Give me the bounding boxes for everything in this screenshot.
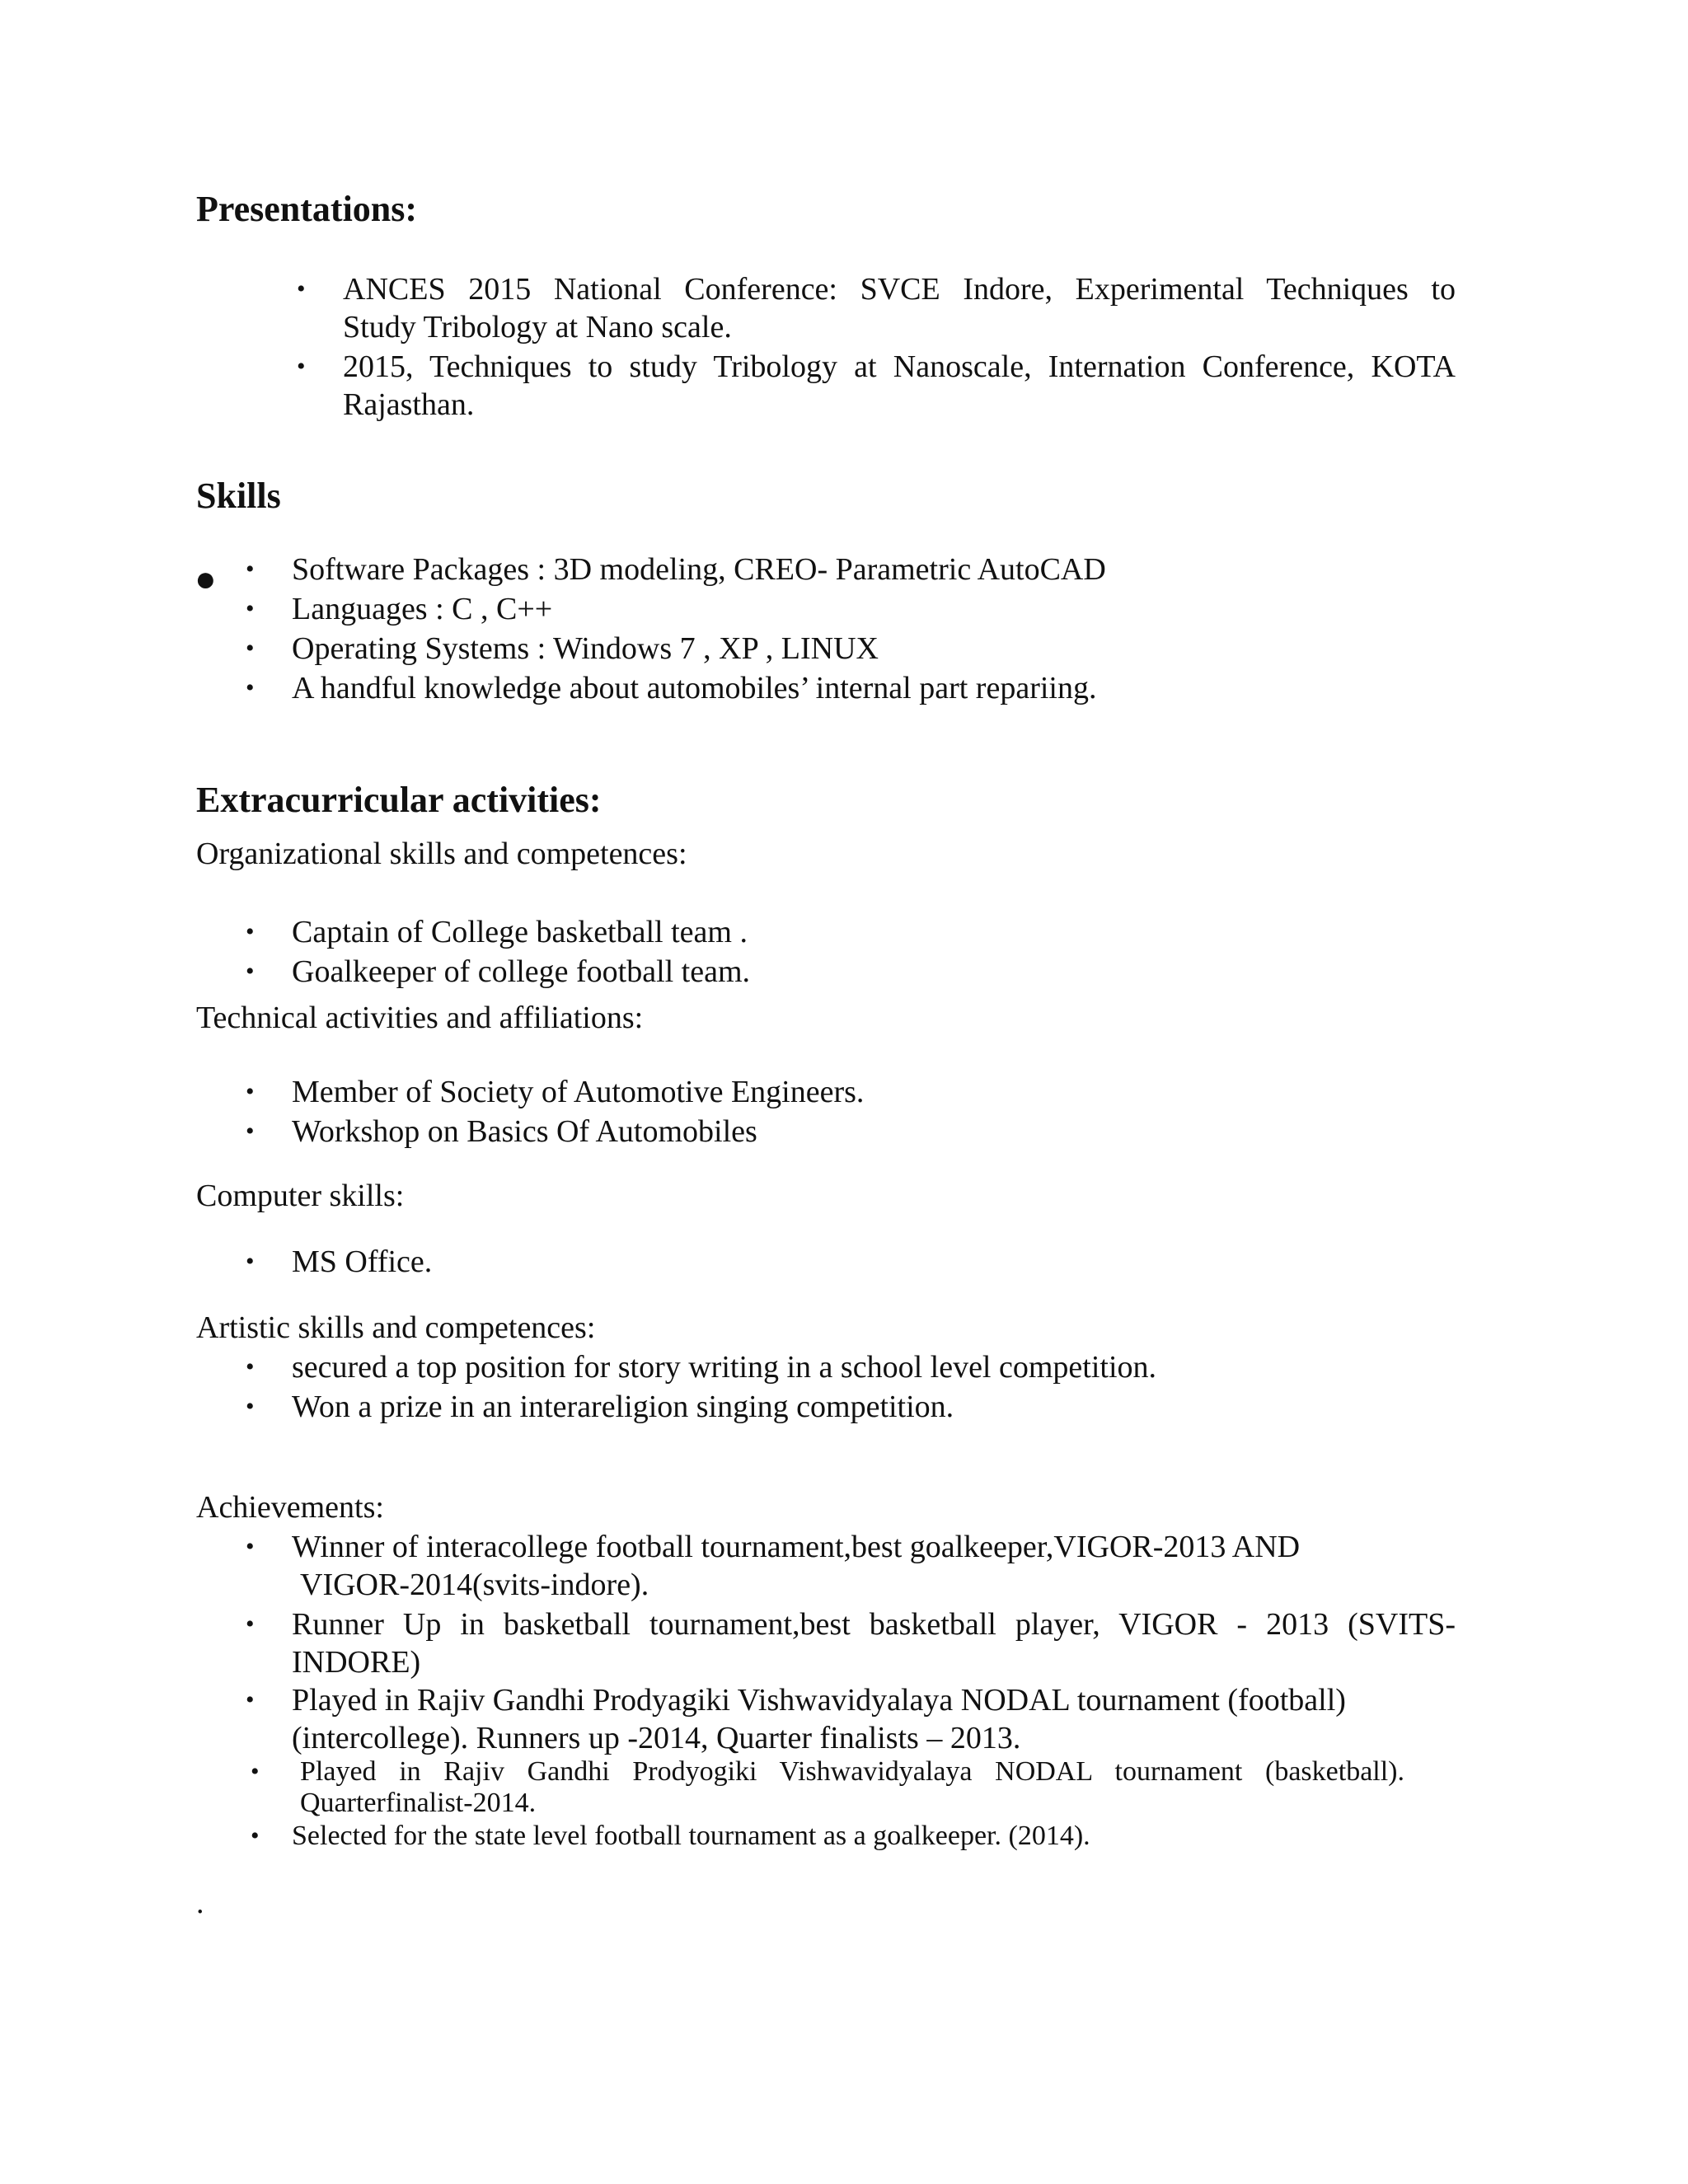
computer-item-1: MS Office. — [292, 1244, 433, 1279]
footer-mark: . — [196, 1886, 204, 1920]
extracurricular-heading: Extracurricular activities: — [196, 780, 602, 820]
bullet: • — [251, 1758, 260, 1785]
bullet: • — [246, 1610, 255, 1638]
organizational-item-2: Goalkeeper of college football team. — [292, 954, 751, 989]
organizational-item-1: Captain of College basketball team . — [292, 915, 748, 949]
presentation-item-2-line2: Rajasthan. — [343, 387, 475, 422]
artistic-item-1: secured a top position for story writing in a school level competition. — [292, 1350, 1157, 1385]
bullet: • — [246, 1118, 255, 1145]
bullet: • — [297, 353, 306, 380]
skills-heading: Skills — [196, 476, 281, 516]
bullet: • — [246, 1248, 255, 1275]
presentation-item-1-line2: Study Tribology at Nano scale. — [343, 310, 732, 344]
achievement-item-2-line2: INDORE) — [292, 1645, 421, 1680]
achievement-item-3-line2: (intercollege). Runners up -2014, Quarter finalists – 2013. — [292, 1721, 1021, 1755]
achievement-item-1-line1: Winner of interacollege football tournament,best goalkeeper,VIGOR-2013 AND — [292, 1530, 1301, 1564]
bullet: • — [246, 674, 255, 701]
achievement-item-5-line1: Selected for the state level football tournament as a goalkeeper. (2014). — [292, 1821, 1090, 1851]
technical-item-2: Workshop on Basics Of Automobiles — [292, 1114, 757, 1149]
bullet: • — [246, 635, 255, 662]
technical-label: Technical activities and affiliations: — [196, 1001, 644, 1035]
bullet: • — [246, 555, 255, 583]
skill-item-2: Languages : C , C++ — [292, 592, 553, 626]
achievement-item-1-line2: VIGOR-2014(svits-indore). — [300, 1568, 649, 1602]
computer-label: Computer skills: — [196, 1179, 405, 1213]
presentation-item-2-line1: 2015, Techniques to study Tribology at Nanoscale, Internation Conference, KOTA — [343, 349, 1456, 384]
stray-bullet: ● — [195, 559, 217, 599]
artistic-item-2: Won a prize in an interareligion singing competition. — [292, 1390, 954, 1424]
artistic-label: Artistic skills and competences: — [196, 1310, 596, 1345]
achievements-label: Achievements: — [196, 1490, 384, 1525]
bullet: • — [246, 1353, 255, 1380]
bullet: • — [246, 595, 255, 622]
bullet: • — [251, 1822, 260, 1849]
organizational-label: Organizational skills and competences: — [196, 837, 687, 871]
bullet: • — [246, 1686, 255, 1713]
bullet: • — [246, 1533, 255, 1560]
achievement-item-4-line2: Quarterfinalist-2014. — [300, 1788, 537, 1818]
bullet: • — [246, 958, 255, 985]
technical-item-1: Member of Society of Automotive Engineers. — [292, 1075, 865, 1109]
presentation-item-1-line1: ANCES 2015 National Conference: SVCE Indore, Experimental Techniques to — [343, 272, 1456, 307]
skill-item-1: Software Packages : 3D modeling, CREO- Parametric AutoCAD — [292, 552, 1106, 587]
bullet: • — [246, 1078, 255, 1105]
skill-item-3: Operating Systems : Windows 7 , XP , LINUX — [292, 631, 879, 666]
bullet: • — [246, 918, 255, 945]
skill-item-4: A handful knowledge about automobiles’ internal part repariing. — [292, 671, 1097, 705]
bullet: • — [297, 275, 306, 302]
achievement-item-2-line1: Runner Up in basketball tournament,best basketball player, VIGOR - 2013 (SVITS- — [292, 1607, 1456, 1642]
presentations-heading: Presentations: — [196, 189, 418, 229]
achievement-item-3-line1: Played in Rajiv Gandhi Prodyagiki Vishwavidyalaya NODAL tournament (football) — [292, 1683, 1346, 1718]
achievement-item-4-line1: Played in Rajiv Gandhi Prodyogiki Vishwavidyalaya NODAL tournament (basketball). — [300, 1756, 1404, 1787]
bullet: • — [246, 1393, 255, 1420]
